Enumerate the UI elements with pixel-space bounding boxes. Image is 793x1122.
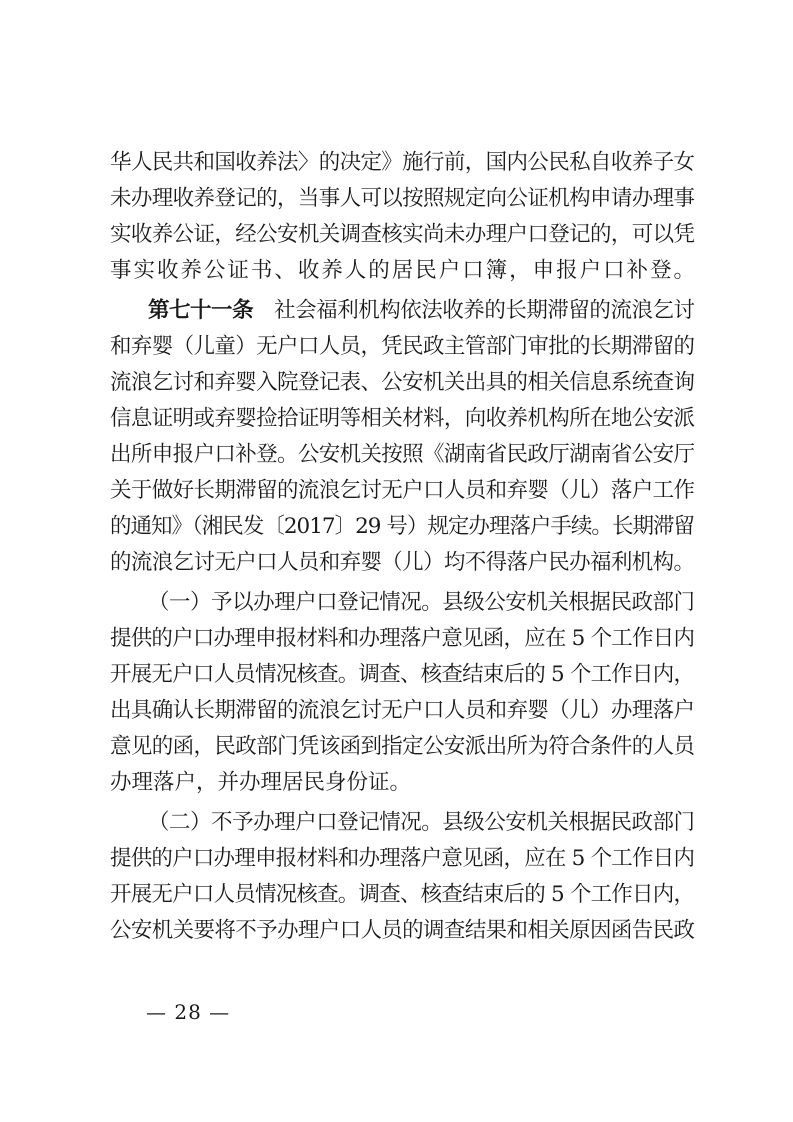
article-text: 社会福利机构依法收养的长期滞留的流浪乞讨: [253, 298, 695, 323]
text-line: 的通知》（湘民发〔2017〕29 号）规定办理落户手续。长期滞留: [110, 514, 694, 539]
page-number: — 28 —: [146, 1000, 231, 1024]
text-line: 关于做好长期滞留的流浪乞讨无户口人员和弃婴（儿）落户工作: [110, 478, 695, 503]
text-line: 提供的户口办理申报材料和办理落户意见函，应在 5 个工作日内: [110, 626, 695, 651]
text-line: 意见的函，民政部门凭该函到指定公安派出所为符合条件的人员: [110, 734, 695, 759]
text-line: 开展无户口人员情况核查。调查、核查结束后的 5 个工作日内，: [110, 662, 695, 687]
text-line: 办理落户，并办理居民身份证。: [110, 770, 412, 795]
text-line: 信息证明或弃婴捡拾证明等相关材料，向收养机构所在地公安派: [110, 406, 695, 431]
text-line: 未办理收养登记的，当事人可以按照规定向公证机构申请办理事: [110, 186, 695, 211]
text-line: 流浪乞讨和弃婴入院登记表、公安机关出具的相关信息系统查询: [110, 370, 695, 395]
text-line: 出具确认长期滞留的流浪乞讨无户口人员和弃婴（儿）办理落户: [110, 698, 695, 723]
text-line: 和弃婴（儿童）无户口人员，凭民政主管部门审批的长期滞留的: [110, 334, 695, 359]
text-line: （一）予以办理户口登记情况。县级公安机关根据民政部门: [148, 590, 695, 615]
text-line: 的流浪乞讨无户口人员和弃婴（儿）均不得落户民办福利机构。: [110, 550, 695, 575]
text-line: 开展无户口人员情况核查。调查、核查结束后的 5 个工作日内，: [110, 882, 695, 907]
text-line: 出所申报户口补登。公安机关按照《湖南省民政厅湖南省公安厅: [110, 442, 695, 467]
text-line: 华人民共和国收养法〉的决定》施行前，国内公民私自收养子女: [110, 150, 695, 175]
text-line: 事实收养公证书、收养人的居民户口簿，申报户口补登。: [110, 258, 698, 283]
text-line: 提供的户口办理申报材料和办理落户意见函，应在 5 个工作日内: [110, 846, 695, 871]
text-line: （二）不予办理户口登记情况。县级公安机关根据民政部门: [148, 810, 695, 835]
text-line: 公安机关要将不予办理户口人员的调查结果和相关原因函告民政: [110, 918, 695, 943]
text-line: 实收养公证，经公安机关调查核实尚未办理户口登记的，可以凭: [110, 222, 695, 247]
article-number: 第七十一条: [148, 298, 254, 323]
article-line: [148, 294, 695, 328]
